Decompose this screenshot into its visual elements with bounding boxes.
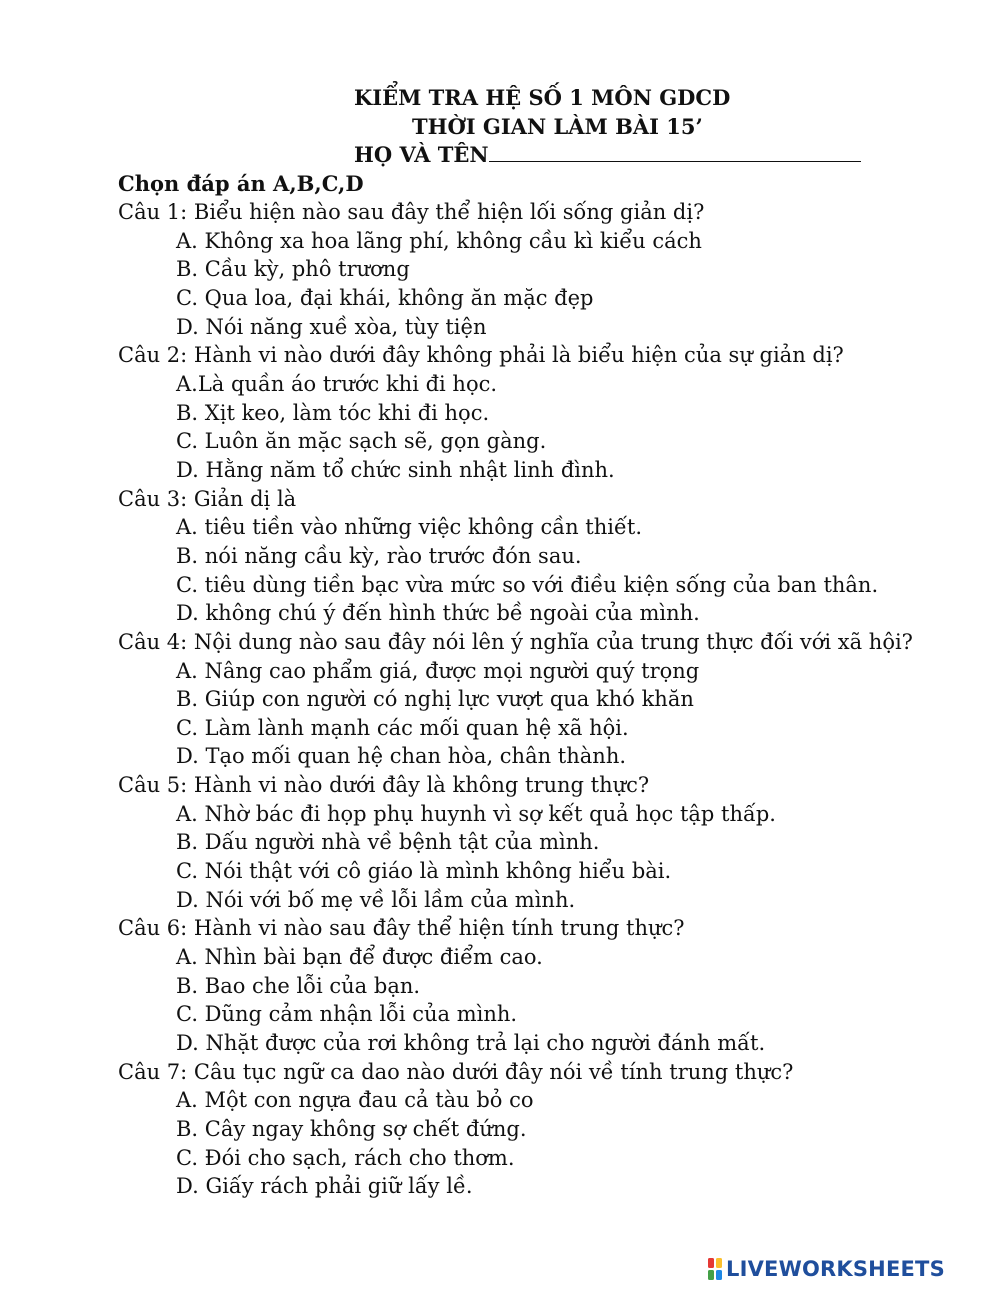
- question-5: Câu 5: Hành vi nào dưới đây là không trung thực?: [118, 773, 650, 798]
- question-1-option-b[interactable]: B. Cầu kỳ, phô trương: [176, 257, 410, 282]
- name-line: [354, 141, 861, 169]
- question-2: Câu 2: Hành vi nào dưới đây không phải là biểu hiện của sự giản dị?: [118, 343, 844, 368]
- question-3-option-a[interactable]: A. tiêu tiền vào những việc không cần thiết.: [176, 515, 643, 540]
- logo-text: [726, 1257, 945, 1281]
- question-1-option-d[interactable]: D. Nói năng xuề xòa, tùy tiện: [176, 314, 487, 339]
- question-7: Câu 7: Câu tục ngữ ca dao nào dưới đây nói về tính trung thực?: [118, 1059, 794, 1084]
- question-list: [118, 198, 978, 1201]
- instruction: Chọn đáp án A,B,C,D: [118, 171, 364, 196]
- question-7-option-c[interactable]: C. Đói cho sạch, rách cho thơm.: [176, 1145, 515, 1170]
- question-6-option-b[interactable]: B. Bao che lỗi của bạn.: [176, 973, 421, 998]
- question-3: Câu 3: Giản dị là: [118, 486, 297, 511]
- liveworksheets-logo-icon: [708, 1258, 722, 1280]
- question-4-option-d[interactable]: D. Tạo mối quan hệ chan hòa, chân thành.: [176, 744, 627, 769]
- question-5-option-d[interactable]: D. Nói với bố mẹ về lỗi lầm của mình.: [176, 887, 576, 912]
- exam-duration: THỜI GIAN LÀM BÀI 15’: [412, 114, 703, 139]
- question-7-option-a[interactable]: A. Một con ngựa đau cả tàu bỏ co: [176, 1088, 534, 1113]
- question-2-option-b[interactable]: B. Xịt keo, làm tóc khi đi học.: [176, 400, 490, 425]
- question-3-option-c[interactable]: C. tiêu dùng tiền bạc vừa mức so với điều kiện sống của ban thân.: [176, 572, 879, 597]
- question-4-option-c[interactable]: C. Làm lành mạnh các mối quan hệ xã hội.: [176, 715, 629, 740]
- question-4: Câu 4: Nội dung nào sau đây nói lên ý nghĩa của trung thực đối với xã hội?: [118, 629, 913, 654]
- liveworksheets-logo: [708, 1256, 945, 1282]
- logo-text-live: LIVE: [726, 1257, 779, 1281]
- question-3-option-d[interactable]: D. không chú ý đến hình thức bề ngoài của mình.: [176, 601, 700, 626]
- question-2-option-d[interactable]: D. Hằng năm tổ chức sinh nhật linh đình.: [176, 457, 615, 482]
- question-6: Câu 6: Hành vi nào sau đây thể hiện tính trung thực?: [118, 916, 685, 941]
- question-4-option-a[interactable]: A. Nâng cao phẩm giá, được mọi người quý trọng: [176, 658, 700, 683]
- exam-title: KIỂM TRA HỆ SỐ 1 MÔN GDCD: [354, 85, 731, 110]
- question-1-option-a[interactable]: A. Không xa hoa lãng phí, không cầu kì kiểu cách: [176, 228, 702, 253]
- name-label: HỌ VÀ TÊN: [354, 142, 489, 167]
- question-6-option-c[interactable]: C. Dũng cảm nhận lỗi của mình.: [176, 1002, 518, 1027]
- question-1: Câu 1: Biểu hiện nào sau đây thể hiện lối sống giản dị?: [118, 200, 705, 224]
- question-5-option-b[interactable]: B. Dấu người nhà về bệnh tật của mình.: [176, 830, 600, 855]
- question-6-option-a[interactable]: A. Nhìn bài bạn để được điểm cao.: [176, 945, 543, 970]
- name-input-blank[interactable]: [489, 141, 861, 162]
- question-5-option-c[interactable]: C. Nói thật với cô giáo là mình không hiểu bài.: [176, 859, 672, 884]
- question-2-option-c[interactable]: C. Luôn ăn mặc sạch sẽ, gọn gàng.: [176, 429, 547, 454]
- question-3-option-b[interactable]: B. nói năng cầu kỳ, rào trước đón sau.: [176, 543, 582, 568]
- question-7-option-b[interactable]: B. Cây ngay không sợ chết đứng.: [176, 1117, 527, 1141]
- question-2-option-a[interactable]: A.Là quần áo trước khi đi học.: [176, 371, 498, 396]
- logo-text-worksheets: WORKSHEETS: [778, 1257, 945, 1281]
- question-4-option-b[interactable]: B. Giúp con người có nghị lực vượt qua khó khăn: [176, 687, 694, 712]
- question-6-option-d[interactable]: D. Nhặt được của rơi không trả lại cho người đánh mất.: [176, 1031, 766, 1056]
- question-1-option-c[interactable]: C. Qua loa, đại khái, không ăn mặc đẹp: [176, 285, 594, 310]
- question-5-option-a[interactable]: A. Nhờ bác đi họp phụ huynh vì sợ kết quả học tập thấp.: [176, 801, 776, 826]
- question-7-option-d[interactable]: D. Giấy rách phải giữ lấy lề.: [176, 1174, 473, 1199]
